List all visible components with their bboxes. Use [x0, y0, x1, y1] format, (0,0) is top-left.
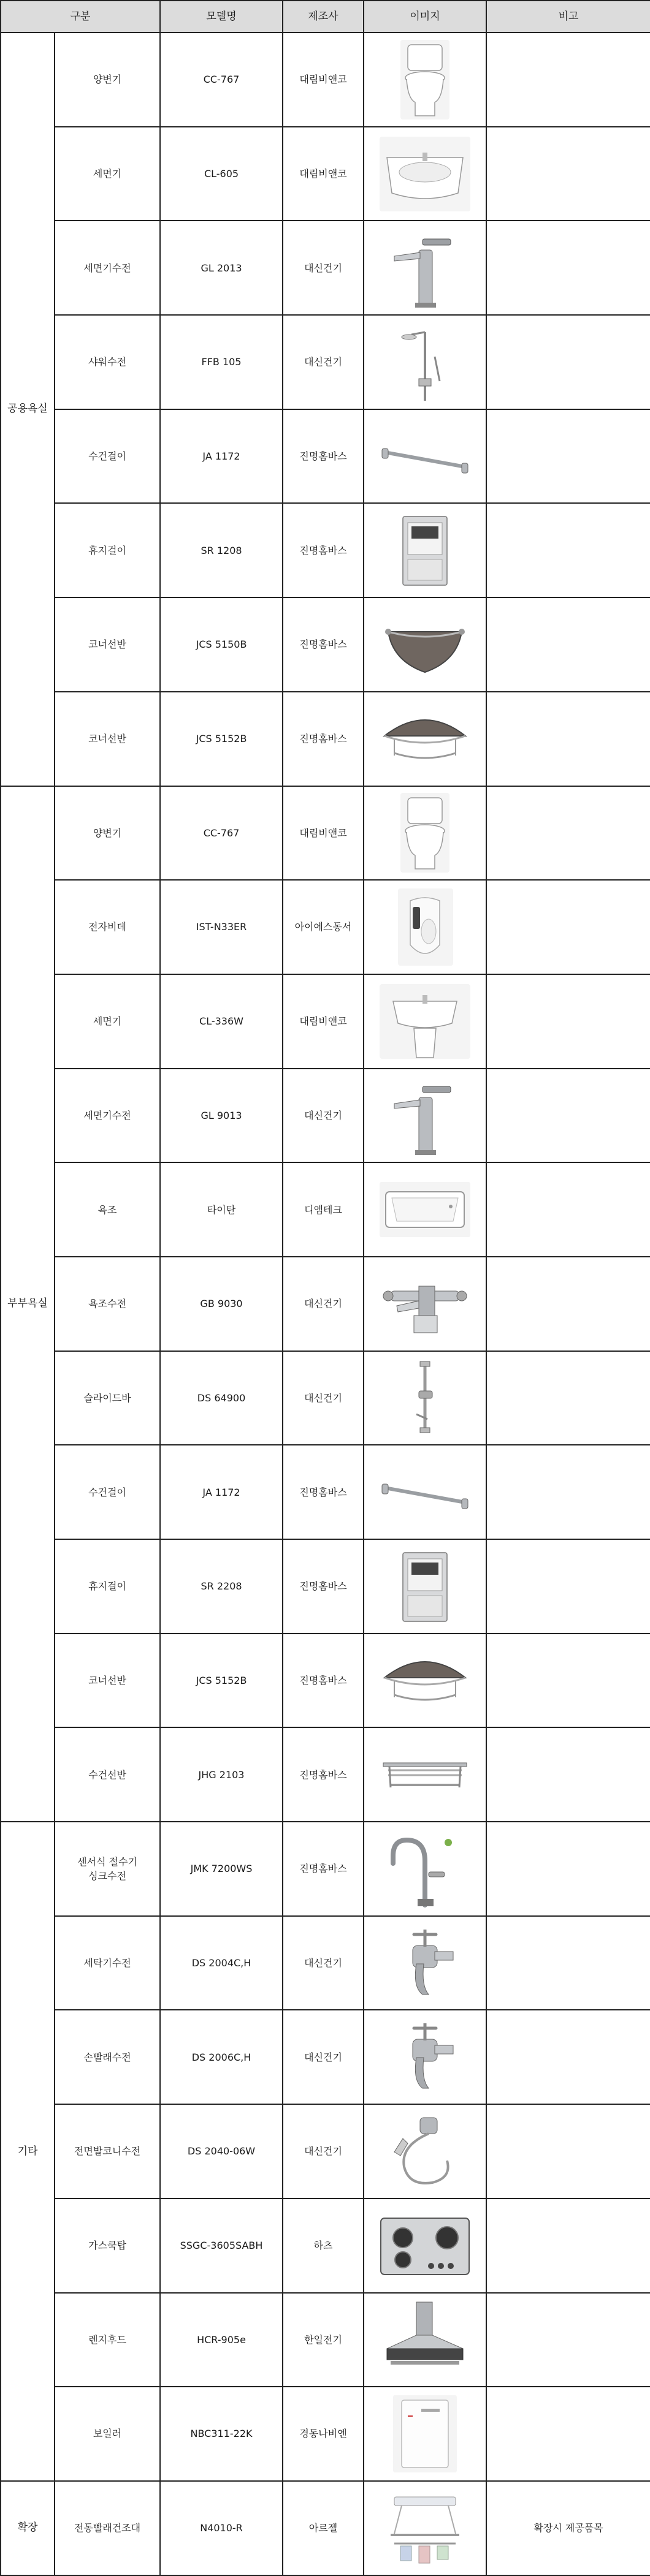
fixture-name-text: 세탁기수전 — [83, 1957, 131, 1969]
fixture-name-text: 세면기수전 — [83, 1109, 131, 1121]
model-name: SR 1208 — [160, 503, 283, 597]
table-body — [1, 32, 650, 2575]
fixture-name — [55, 2481, 160, 2575]
model-name: JCS 5152B — [160, 692, 283, 786]
maker-name: 경동나비엔 — [283, 2387, 364, 2481]
fixture-name-text: 슬라이드바 — [83, 1392, 131, 1404]
fixture-name-text: 욕조수전 — [88, 1298, 126, 1310]
product-image — [364, 315, 486, 409]
model-name: CL-336W — [160, 974, 283, 1069]
note — [486, 1727, 650, 1822]
table-row — [1, 692, 650, 786]
maker-name: 진명홈바스 — [283, 597, 364, 692]
model-name: FFB 105 — [160, 315, 283, 409]
product-image — [364, 786, 486, 881]
product-image — [364, 1069, 486, 1163]
product-image — [364, 1257, 486, 1351]
maker-name: 진명홈바스 — [283, 1634, 364, 1728]
maker-name: 진명홈바스 — [283, 692, 364, 786]
fixture-name — [55, 1916, 160, 2010]
table-row — [1, 786, 650, 881]
fixture-name-text: 전자비데 — [88, 921, 126, 933]
maker-name: 대신건기 — [283, 1351, 364, 1445]
note — [486, 2010, 650, 2104]
product-image — [364, 409, 486, 504]
fixture-name — [55, 880, 160, 974]
note — [486, 2293, 650, 2387]
table-row — [1, 1445, 650, 1539]
maker-name: 진명홈바스 — [283, 409, 364, 504]
product-image — [364, 503, 486, 597]
table-row — [1, 32, 650, 127]
product-image — [364, 1539, 486, 1634]
cross-handle-tap-icon — [376, 1921, 474, 2006]
product-image — [364, 1727, 486, 1822]
model-name: GB 9030 — [160, 1257, 283, 1351]
fixture-name-text: 수건걸이 — [88, 450, 126, 462]
boiler-icon — [376, 2392, 474, 2476]
product-image — [364, 1822, 486, 1916]
table-row — [1, 1822, 650, 1916]
product-image — [364, 221, 486, 315]
fixture-name-text: 코너선반 — [88, 1674, 126, 1686]
slide-bar-icon — [376, 1355, 474, 1440]
product-image — [364, 880, 486, 974]
maker-name: 대신건기 — [283, 1916, 364, 2010]
fixture-name — [55, 1257, 160, 1351]
product-image — [364, 127, 486, 221]
model-name: DS 2004C,H — [160, 1916, 283, 2010]
maker-name: 대신건기 — [283, 315, 364, 409]
table-row — [1, 1069, 650, 1163]
header-category: 구분 — [1, 1, 160, 32]
recessed-paper-holder-icon — [376, 1544, 474, 1629]
fixture-name — [55, 2199, 160, 2293]
table-row — [1, 1916, 650, 2010]
pedestal-washbasin-icon — [376, 979, 474, 1064]
toilet-icon — [376, 790, 474, 875]
model-name: DS 64900 — [160, 1351, 283, 1445]
fixture-name-text: 욕조 — [98, 1203, 117, 1216]
fixture-name-text: 휴지걸이 — [88, 1580, 126, 1593]
maker-name: 대림비앤코 — [283, 32, 364, 127]
table-row — [1, 1351, 650, 1445]
note — [486, 2104, 650, 2199]
fixture-name — [55, 1069, 160, 1163]
fixture-name — [55, 1634, 160, 1728]
fixture-name — [55, 503, 160, 597]
maker-name: 대림비앤코 — [283, 127, 364, 221]
corner-shelf-icon — [376, 602, 474, 687]
table-row — [1, 880, 650, 974]
fixture-name — [55, 1445, 160, 1539]
fixture-name — [55, 2293, 160, 2387]
maker-name: 대신건기 — [283, 2010, 364, 2104]
fixture-name — [55, 2104, 160, 2199]
table-row — [1, 2104, 650, 2199]
product-image — [364, 1634, 486, 1728]
model-name: CC-767 — [160, 786, 283, 881]
bathtub-icon — [376, 1167, 474, 1252]
fixture-name-text: 수건걸이 — [88, 1486, 126, 1498]
model-name: GL 2013 — [160, 221, 283, 315]
product-image — [364, 2199, 486, 2293]
fixture-name — [55, 1727, 160, 1822]
maker-name: 하츠 — [283, 2199, 364, 2293]
table-row — [1, 1162, 650, 1257]
maker-name: 진명홈바스 — [283, 1539, 364, 1634]
model-name: JHG 2103 — [160, 1727, 283, 1822]
note — [486, 409, 650, 504]
sink-faucet-icon — [376, 1827, 474, 1911]
fixture-name — [55, 597, 160, 692]
hose-tap-icon — [376, 2109, 474, 2194]
recessed-paper-holder-icon — [376, 508, 474, 593]
note — [486, 2199, 650, 2293]
table-row — [1, 409, 650, 504]
product-image — [364, 2481, 486, 2575]
corner-shelf-rail-icon — [376, 1638, 474, 1723]
fixture-name — [55, 1822, 160, 1916]
maker-name: 대림비앤코 — [283, 786, 364, 881]
cross-handle-tap-icon — [376, 2015, 474, 2099]
model-name: IST-N33ER — [160, 880, 283, 974]
model-name: HCR-905e — [160, 2293, 283, 2387]
note — [486, 1822, 650, 1916]
note — [486, 1069, 650, 1163]
fixture-name-text: 코너선반 — [88, 638, 126, 651]
fixture-name-text: 가스쿡탑 — [88, 2240, 126, 2252]
fixture-name — [55, 221, 160, 315]
header-note: 비고 — [486, 1, 650, 32]
corner-shelf-rail-icon — [376, 697, 474, 781]
table-row — [1, 2387, 650, 2481]
fixture-name — [55, 2387, 160, 2481]
table-row — [1, 1539, 650, 1634]
range-hood-icon — [376, 2297, 474, 2382]
product-image — [364, 1445, 486, 1539]
fixture-name — [55, 315, 160, 409]
note — [486, 127, 650, 221]
note — [486, 1351, 650, 1445]
header-image: 이미지 — [364, 1, 486, 32]
fixture-name — [55, 127, 160, 221]
model-name: 타이탄 — [160, 1162, 283, 1257]
product-image — [364, 1162, 486, 1257]
note — [486, 692, 650, 786]
maker-name: 한일전기 — [283, 2293, 364, 2387]
maker-name: 대림비앤코 — [283, 974, 364, 1069]
table-row — [1, 2199, 650, 2293]
product-image — [364, 1916, 486, 2010]
towel-shelf-icon — [376, 1732, 474, 1817]
note — [486, 1162, 650, 1257]
group-label: 공용욕실 — [1, 32, 55, 786]
fixture-name-text: 양변기 — [93, 827, 122, 839]
note — [486, 1634, 650, 1728]
toilet-icon — [376, 37, 474, 122]
note — [486, 1445, 650, 1539]
note — [486, 221, 650, 315]
washbasin-icon — [376, 132, 474, 216]
model-name: JMK 7200WS — [160, 1822, 283, 1916]
fixture-name — [55, 32, 160, 127]
fixture-name-text: 보일러 — [93, 2428, 122, 2440]
table-row — [1, 1727, 650, 1822]
table-row — [1, 315, 650, 409]
maker-name: 진명홈바스 — [283, 1822, 364, 1916]
group-label: 확장 — [1, 2481, 55, 2575]
maker-name: 진명홈바스 — [283, 1445, 364, 1539]
model-name: CC-767 — [160, 32, 283, 127]
model-name: JCS 5150B — [160, 597, 283, 692]
towel-bar-icon — [376, 414, 474, 499]
product-image — [364, 974, 486, 1069]
note — [486, 1539, 650, 1634]
product-image — [364, 32, 486, 127]
header-maker: 제조사 — [283, 1, 364, 32]
fixture-name — [55, 974, 160, 1069]
table-row — [1, 1634, 650, 1728]
note — [486, 2387, 650, 2481]
fixture-name-text: 수건선반 — [88, 1768, 126, 1781]
maker-name: 대신건기 — [283, 1069, 364, 1163]
table-row — [1, 2293, 650, 2387]
table-row — [1, 2010, 650, 2104]
bidet-seat-icon — [376, 885, 474, 969]
fixture-name-text: 샤워수전 — [88, 356, 126, 368]
model-name: DS 2040-06W — [160, 2104, 283, 2199]
shower-column-icon — [376, 320, 474, 404]
fixture-name-text: 렌지후드 — [88, 2333, 126, 2346]
note — [486, 786, 650, 881]
basin-faucet-icon — [376, 225, 474, 310]
model-name: SSGC-3605SABH — [160, 2199, 283, 2293]
model-name: NBC311-22K — [160, 2387, 283, 2481]
maker-name: 디엠테크 — [283, 1162, 364, 1257]
note — [486, 974, 650, 1069]
basin-faucet-icon — [376, 1073, 474, 1157]
model-name: JA 1172 — [160, 409, 283, 504]
note — [486, 503, 650, 597]
maker-name: 대신건기 — [283, 221, 364, 315]
fixture-name — [55, 692, 160, 786]
table-row — [1, 2481, 650, 2575]
table-row — [1, 221, 650, 315]
table-row — [1, 1257, 650, 1351]
maker-name: 아이에스동서 — [283, 880, 364, 974]
product-image — [364, 2010, 486, 2104]
fixture-name — [55, 1351, 160, 1445]
model-name: JA 1172 — [160, 1445, 283, 1539]
model-name: SR 2208 — [160, 1539, 283, 1634]
table-row — [1, 503, 650, 597]
laundry-rack-icon — [376, 2486, 474, 2570]
fixture-name-text: 센서식 절수기 싱크수전 — [77, 1855, 137, 1882]
fixture-name-text: 세면기수전 — [83, 262, 131, 274]
note — [486, 1257, 650, 1351]
maker-name: 진명홈바스 — [283, 1727, 364, 1822]
table-header — [1, 1, 650, 32]
fixture-name-text: 전동빨래건조대 — [74, 2522, 141, 2534]
maker-name: 대신건기 — [283, 2104, 364, 2199]
fixture-name-text: 휴지걸이 — [88, 544, 126, 556]
note — [486, 880, 650, 974]
product-image — [364, 2104, 486, 2199]
fixture-name-text: 세면기 — [93, 1015, 122, 1028]
fixture-name — [55, 409, 160, 504]
fixture-name-text: 손빨래수전 — [83, 2051, 131, 2063]
fixture-name — [55, 1539, 160, 1634]
model-name: JCS 5152B — [160, 1634, 283, 1728]
product-image — [364, 1351, 486, 1445]
model-name: GL 9013 — [160, 1069, 283, 1163]
note — [486, 32, 650, 127]
note — [486, 315, 650, 409]
model-name: DS 2006C,H — [160, 2010, 283, 2104]
table-row — [1, 127, 650, 221]
table-row — [1, 597, 650, 692]
table-row — [1, 974, 650, 1069]
fixture-name-text: 코너선반 — [88, 733, 126, 745]
towel-bar-icon — [376, 1450, 474, 1534]
note: 확장시 제공품목 — [486, 2481, 650, 2575]
maker-name: 대신건기 — [283, 1257, 364, 1351]
note — [486, 597, 650, 692]
fixture-name-text: 세면기 — [93, 167, 122, 180]
fixture-name — [55, 2010, 160, 2104]
fixture-name-text: 전면발코니수전 — [74, 2145, 141, 2157]
note — [486, 1916, 650, 2010]
fixture-name — [55, 1162, 160, 1257]
group-label: 부부욕실 — [1, 786, 55, 1822]
header-model: 모델명 — [160, 1, 283, 32]
product-image — [364, 597, 486, 692]
maker-name: 아르젤 — [283, 2481, 364, 2575]
group-label: 기타 — [1, 1822, 55, 2481]
bath-mixer-icon — [376, 1262, 474, 1346]
fixture-name-text: 양변기 — [93, 74, 122, 86]
fixture-name — [55, 786, 160, 881]
maker-name: 진명홈바스 — [283, 503, 364, 597]
product-image — [364, 2387, 486, 2481]
product-image — [364, 692, 486, 786]
product-image — [364, 2293, 486, 2387]
model-name: N4010-R — [160, 2481, 283, 2575]
gas-cooktop-icon — [376, 2203, 474, 2288]
model-name: CL-605 — [160, 127, 283, 221]
